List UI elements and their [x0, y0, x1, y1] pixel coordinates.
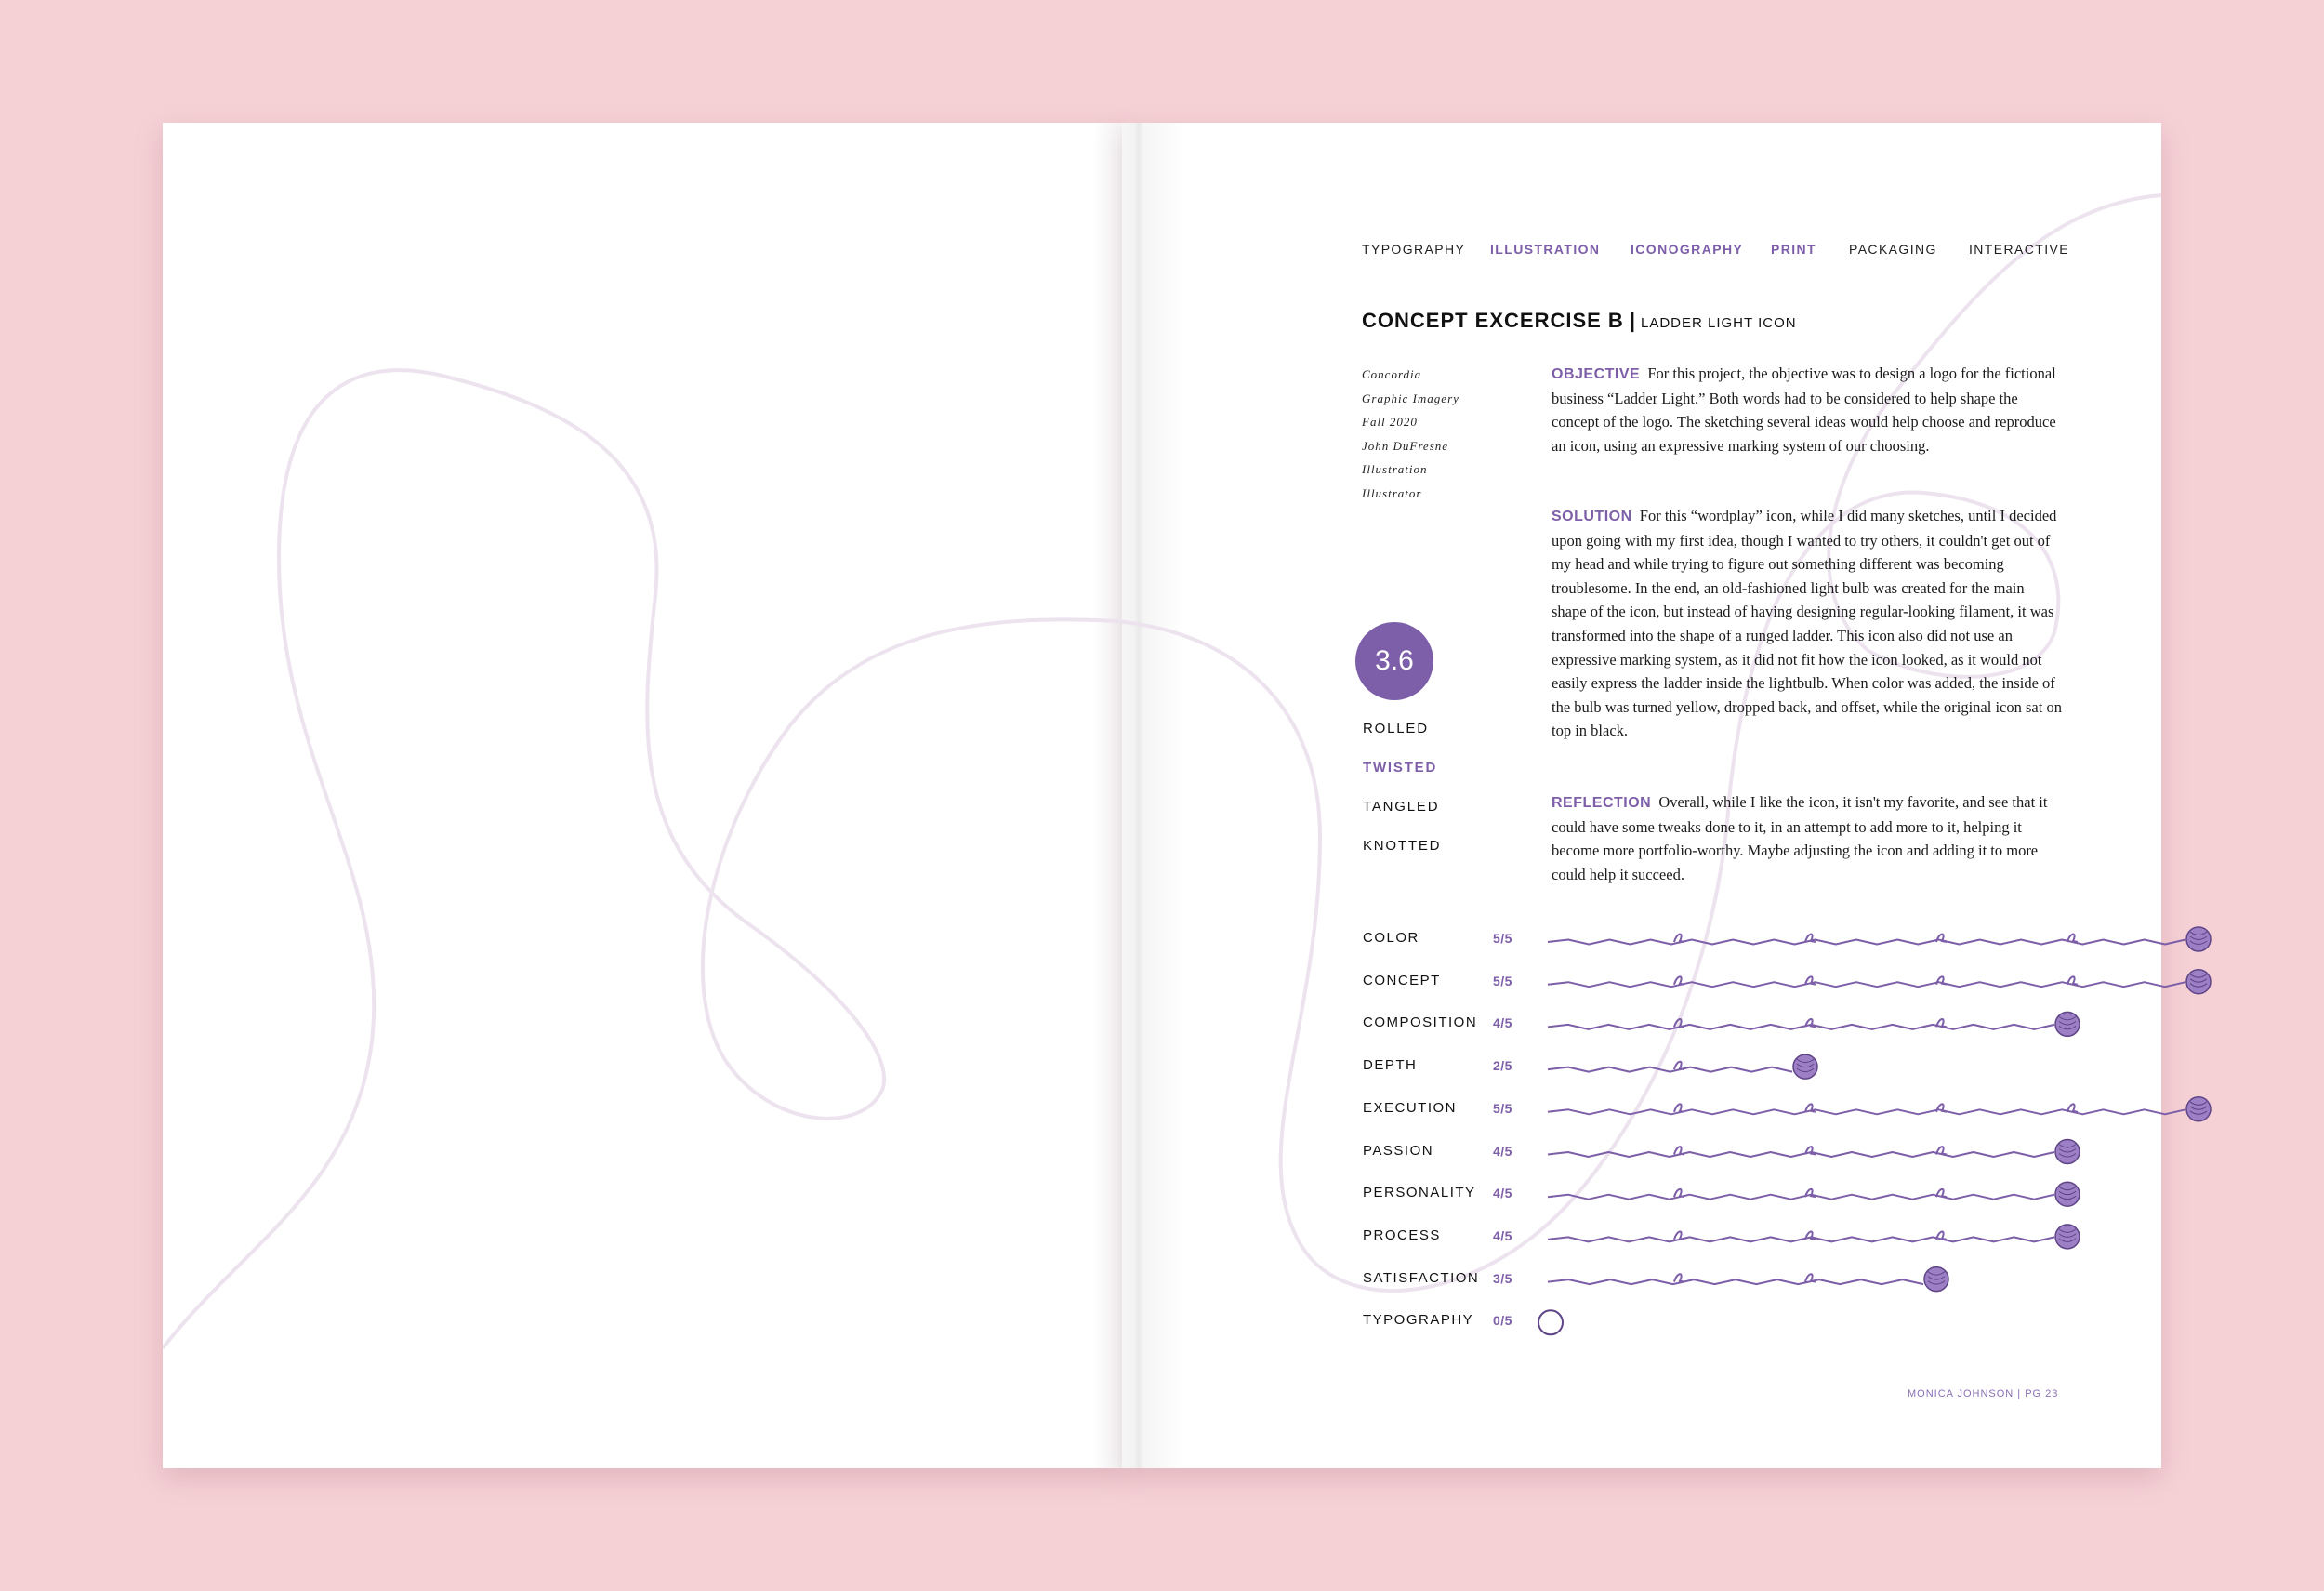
nav-item-packaging[interactable]: PACKAGING: [1849, 242, 1937, 257]
page-title: CONCEPT EXCERCISE B: [1362, 309, 1624, 332]
page-footer: MONICA JOHNSON | PG 23: [1908, 1388, 2059, 1399]
project-meta: [1362, 363, 1459, 505]
rating-score: 4/5: [1493, 1186, 1512, 1201]
page-subtitle: LADDER LIGHT ICON: [1640, 315, 1797, 331]
page-heading: [1362, 309, 1797, 333]
rating-score: 5/5: [1493, 1100, 1512, 1116]
rating-score: 0/5: [1493, 1313, 1512, 1329]
rating-label: PERSONALITY: [1363, 1185, 1476, 1201]
solution-heading: SOLUTION: [1552, 509, 1632, 524]
reflection-text: Overall, while I like the icon, it isn't my favorite, and see that it could have some tweaks done to it, in an attempt to add more to it, helping it become more portfolio-worthy. Maybe adjusting the icon and adding it to more could help it succeed.: [1552, 793, 2048, 883]
rating-score: 2/5: [1493, 1058, 1512, 1074]
solution-section: [1552, 504, 2063, 743]
rating-label: SATISFACTION: [1363, 1269, 1480, 1286]
rating-score: 4/5: [1493, 1015, 1512, 1031]
rating-score: 4/5: [1493, 1143, 1512, 1159]
nav-item-print[interactable]: PRINT: [1771, 242, 1816, 257]
nav-item-illustration[interactable]: ILLUSTRATION: [1490, 242, 1601, 257]
rating-label: TYPOGRAPHY: [1363, 1312, 1474, 1329]
rating-label: COMPOSITION: [1363, 1014, 1478, 1031]
meta-course: Graphic Imagery: [1362, 391, 1459, 405]
rating-label: CONCEPT: [1363, 972, 1441, 988]
rating-score: 3/5: [1493, 1270, 1512, 1286]
reflection-section: [1552, 790, 2063, 886]
state-knotted: KNOTTED: [1363, 838, 1442, 854]
meta-school: Concordia: [1362, 367, 1422, 381]
meta-term: Fall 2020: [1362, 415, 1418, 429]
meta-software: Illustrator: [1362, 485, 1422, 500]
rating-label: COLOR: [1363, 930, 1419, 946]
solution-text: For this “wordplay” icon, while I did many sketches, until I decided upon going with my first idea, though I wanted to try others, it couldn't get out of my head and while trying to figure out something different was becoming troublesome. In the end, an old-fashioned light bulb was created for the main shape of the icon, but instead of having designing regular-looking filament, it was transformed into the shape of a runged ladder. This icon also did not use an expressive marking system, as it did not fit how the icon looked, as it would not easily express the ladder inside the lightbulb. When color was added, the inside of the bulb was turned yellow, dropped back, and offset, while the original icon sat on top in black.: [1552, 507, 2062, 740]
rating-label: EXECUTION: [1363, 1099, 1458, 1116]
rating-score: 5/5: [1493, 973, 1512, 988]
title-separator: |: [1629, 309, 1635, 332]
meta-instructor: John DuFresne: [1362, 438, 1449, 453]
overall-score-badge: 3.6: [1355, 622, 1433, 700]
rating-label: DEPTH: [1363, 1057, 1418, 1074]
state-tangled: TANGLED: [1363, 799, 1440, 815]
nav-item-typography[interactable]: TYPOGRAPHY: [1362, 242, 1466, 257]
objective-text: For this project, the objective was to design a logo for the fictional business “Ladder Light.” Both words had to be considered to help shape the concept of the logo. The sketching several ideas would help choose and reproduce an icon, using an expressive marking system of our choosing.: [1552, 365, 2056, 455]
nav-item-iconography[interactable]: ICONOGRAPHY: [1631, 242, 1744, 257]
reflection-heading: REFLECTION: [1552, 795, 1652, 811]
nav-item-interactive[interactable]: INTERACTIVE: [1969, 242, 2069, 257]
objective-section: [1552, 362, 2063, 457]
meta-category: Illustration: [1362, 462, 1428, 476]
rating-label: PROCESS: [1363, 1226, 1441, 1243]
rating-score: 4/5: [1493, 1227, 1512, 1243]
rating-score: 5/5: [1493, 931, 1512, 946]
objective-heading: OBJECTIVE: [1552, 366, 1641, 382]
state-rolled: ROLLED: [1363, 721, 1429, 736]
rating-label: PASSION: [1363, 1142, 1434, 1159]
state-twisted: TWISTED: [1363, 760, 1438, 776]
